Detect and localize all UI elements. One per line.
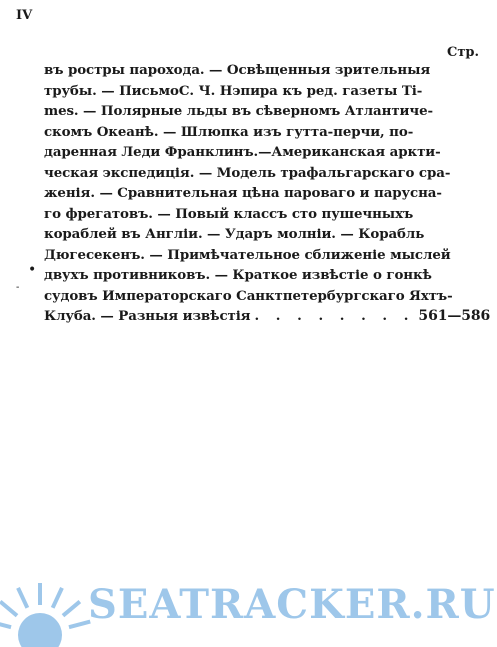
toc-line: даренная Леди Франклинъ.—Американская аркти-: [44, 144, 441, 160]
toc-entry: [44, 60, 491, 327]
toc-leader-dots: . . . . . . . .: [254, 308, 415, 324]
column-label: Стр.: [446, 45, 479, 60]
toc-line: судовъ Императорскаго Санктпетербургскаго Яхтъ-: [44, 287, 453, 304]
watermark: [0, 563, 497, 643]
toc-line: mes. — Полярные льды въ сѣверномъ Атлантиче-: [44, 103, 433, 119]
toc-line: женія. — Сравнительная цѣна пароваго и парусна-: [44, 185, 442, 201]
sun-logo-icon: [0, 563, 90, 643]
watermark-text: SEATRACKER.RU: [88, 581, 496, 628]
toc-line: ческая экспедиція. — Модель трафальгарскаго сра-: [44, 164, 451, 181]
toc-last-text: Клуба. — Разныя извѣстія: [44, 308, 251, 324]
toc-line: Дюгесекенъ. — Примѣчательное сближеніе мыслей: [44, 246, 451, 263]
toc-line: двухъ противниковъ. — Краткое извѣстіе о гонкѣ: [44, 267, 432, 283]
toc-line: кораблей въ Англіи. — Ударъ молніи. — Корабль: [44, 226, 425, 242]
toc-line: го фрегатовъ. — Повый классъ сто пушечныхъ: [44, 205, 414, 222]
page-number: IV: [16, 8, 33, 23]
margin-mark-small: -: [16, 282, 20, 293]
toc-line: скомъ Океанѣ. — Шлюпка изъ гутта-перчи, по-: [44, 123, 414, 140]
toc-page-range: 561—586: [418, 308, 491, 324]
margin-mark: •: [28, 262, 37, 278]
toc-last-line: [44, 306, 491, 327]
toc-line: въ ростры парохода. — Освѣщенныя зрительныя: [44, 62, 431, 78]
toc-line: трубы. — ПисьмоС. Ч. Нэпира къ ред. газеты Ti-: [44, 82, 423, 99]
